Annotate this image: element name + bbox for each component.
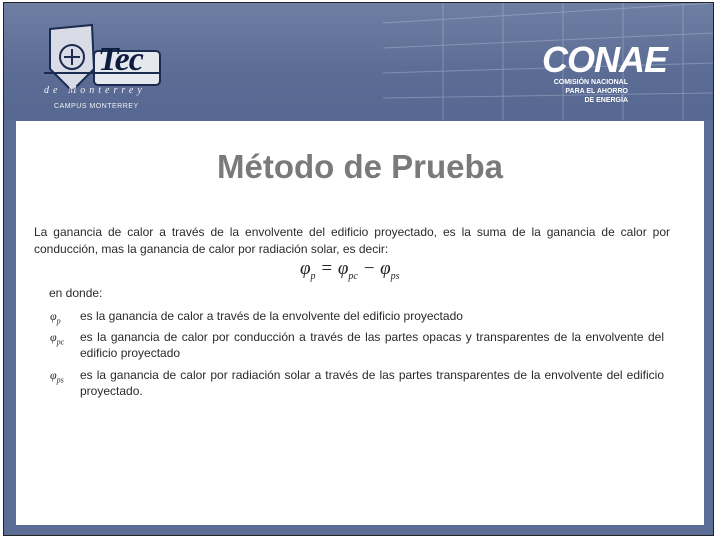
footer-border bbox=[4, 525, 713, 535]
tec-subtitle: de Monterrey bbox=[44, 85, 146, 96]
conae-line-2: PARA EL AHORRO bbox=[565, 88, 628, 95]
definition-symbol: $\varphi_{ps}$ bbox=[50, 368, 64, 385]
definition-symbol: $\varphi_{pc}$ bbox=[50, 330, 65, 347]
conae-line-3: DE ENERGÍA bbox=[584, 97, 628, 104]
definition-text: es la ganancia de calor por conducción a través de las partes opacas y transparentes de la envolvente del edificio proyectado bbox=[80, 330, 664, 360]
formula-lhs: φ bbox=[300, 258, 311, 279]
formula-lhs-sub: p bbox=[310, 270, 316, 282]
intro-paragraph: La ganancia de calor a través de la envolvente del edificio proyectado, es la suma de la ganancia de calor por conducción, mas la ganancia de calor por radiación solar, es decir: bbox=[34, 225, 670, 256]
formula-minus: − bbox=[357, 258, 381, 279]
definition-symbol: $\varphi_p$ bbox=[50, 309, 61, 326]
formula-term-1-sub: pc bbox=[348, 270, 358, 282]
formula-term-2-sub: ps bbox=[390, 270, 400, 282]
conae-line-1: COMISIÓN NACIONAL bbox=[553, 79, 628, 86]
tec-campus-label: CAMPUS MONTERREY bbox=[54, 103, 139, 110]
conae-wordmark: CONAE bbox=[542, 39, 668, 80]
en-donde-label: en donde: bbox=[49, 286, 103, 300]
header-banner bbox=[4, 3, 713, 120]
formula-equals: = bbox=[315, 258, 338, 279]
formula-term-2: φ bbox=[380, 258, 391, 279]
definition-text: es la ganancia de calor por radiación solar a través de las partes transparentes de la envolvente del edificio proyectado. bbox=[80, 368, 664, 398]
definition-text: es la ganancia de calor a través de la envolvente del edificio proyectado bbox=[80, 309, 463, 323]
formula-term-1: φ bbox=[337, 258, 349, 279]
tec-wordmark: Tec bbox=[98, 41, 143, 78]
formula bbox=[300, 258, 400, 282]
slide-title: Método de Prueba bbox=[216, 148, 504, 185]
